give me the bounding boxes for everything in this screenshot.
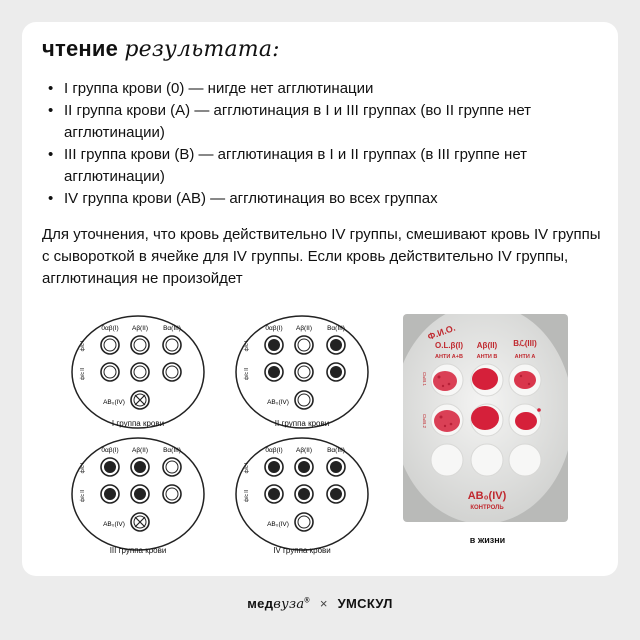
diagram-caption: II группа крови: [274, 419, 330, 428]
ab-label: AB₀(IV): [267, 399, 289, 406]
photo-subheader: АНТИ А: [514, 354, 536, 360]
photo-side-label: СЫВ.2: [422, 414, 427, 428]
photo-header: Aβ(II): [476, 341, 498, 350]
photo-side-label: СЫВ.1: [422, 372, 427, 386]
photo-subheader: АНТИ В: [476, 354, 498, 360]
rule-item: • I группа крови (0) — нигде нет агглютинации: [42, 78, 602, 100]
photo-bottom-sub: КОНТРОЛЬ: [470, 505, 504, 511]
diagram-group-4: [232, 436, 372, 556]
side-label: ф/с I: [244, 340, 250, 352]
side-label: ф/с I: [80, 340, 86, 352]
fio-label: Ф.И.О.: [426, 322, 457, 342]
brand-umskul: УМСКУЛ: [337, 596, 393, 611]
side-label: ф/с I: [80, 462, 86, 474]
footer-branding: [0, 596, 640, 612]
rule-item: • III группа крови (B) — агглютинация в I и II группах (в III группе нет агглютинации): [42, 144, 602, 188]
rule-item: • II группа крови (A) — агглютинация в I и III группах (во II группе нет агглютинации): [42, 100, 602, 144]
col-label: Bα(III): [327, 325, 345, 332]
photo-header: O.L.β(I): [435, 341, 463, 350]
diagram-group-2: [232, 314, 372, 434]
col-label: Aβ(II): [131, 447, 149, 454]
side-label: ф/с II: [244, 367, 250, 381]
photo-caption: в жизни: [469, 535, 506, 545]
col-label: Aβ(II): [131, 325, 149, 332]
times-icon: ×: [319, 596, 328, 611]
col-label: Bα(III): [163, 325, 181, 332]
side-label: ф/с II: [244, 489, 250, 503]
col-label: Bα(III): [327, 447, 345, 454]
col-label: Bα(III): [163, 447, 181, 454]
side-label: ф/с I: [244, 462, 250, 474]
ab-label: AB₀(IV): [103, 521, 125, 528]
side-label: ф/с II: [80, 367, 86, 381]
col-label: 0αβ(I): [101, 447, 119, 454]
brand-medvuza: медвуза®: [247, 596, 310, 612]
ab-label: AB₀(IV): [267, 521, 289, 528]
page-title: [42, 36, 280, 62]
title-bold: чтение: [42, 36, 119, 61]
content-card: [22, 22, 618, 576]
diagram-caption: III группа крови: [109, 546, 167, 555]
photo-bottom-title: AB₀(IV): [467, 490, 507, 502]
ab-label: AB₀(IV): [103, 399, 125, 406]
col-label: Aβ(II): [295, 325, 313, 332]
side-label: ф/с II: [80, 489, 86, 503]
diagram-caption: IV группа крови: [273, 546, 331, 555]
diagram-group-3: [68, 436, 208, 556]
title-italic: результата:: [124, 37, 280, 62]
photo-subheader: АНТИ А+В: [435, 354, 463, 360]
photo-header: Bℒ(III): [513, 339, 537, 348]
rule-item: • IV группа крови (AB) — агглютинация во всех группах: [42, 188, 602, 210]
col-label: 0αβ(I): [101, 325, 119, 332]
diagram-group-1: [68, 314, 208, 434]
real-life-plate-photo: [403, 314, 568, 522]
col-label: 0αβ(I): [265, 325, 283, 332]
clarification-paragraph: Для уточнения, что кровь действительно IV группы, смешивают кровь IV группы с сывороткой в ячейке для IV группы. Если кровь действительно IV группы, агглютинация не произойдет: [42, 226, 601, 287]
col-label: 0αβ(I): [265, 447, 283, 454]
col-label: Aβ(II): [295, 447, 313, 454]
diagram-caption: I группа крови: [111, 419, 165, 428]
blood-group-rules-list: [42, 78, 602, 210]
